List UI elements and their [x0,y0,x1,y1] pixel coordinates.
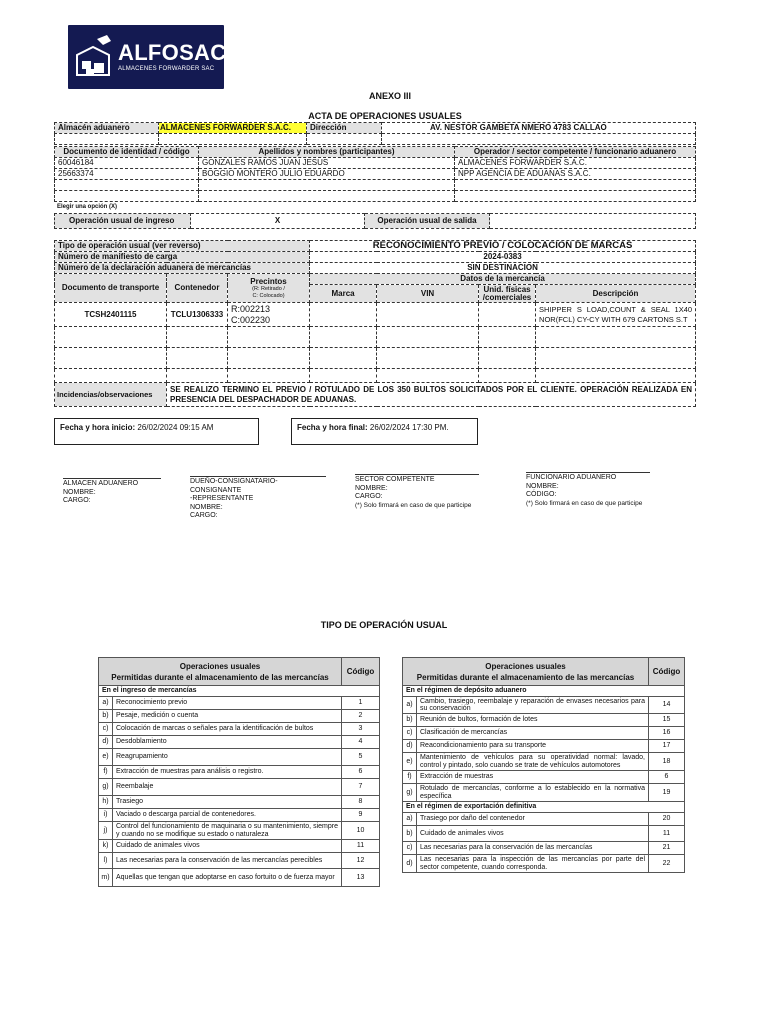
doc-value: TCSH2401115 [55,303,167,327]
participant-name: GONZALES RAMOS JUAN JESUS [199,158,455,169]
manifiesto-label: Número de manifiesto de carga [55,252,310,263]
precinto-retirado: R:002213 [231,303,271,314]
table-row: i) Vaciado o descarga parcial de contenedores. 9 [99,809,380,822]
salida-label: Operación usual de salida [365,214,490,229]
participant-doc: 25663374 [55,169,199,180]
annex-title: ANEXO III [368,91,411,101]
left-table-code-header: Código [342,658,380,686]
participants-table [54,146,696,202]
precinto-colocado: C:002230 [231,314,271,325]
table-row: b) Reunión de bultos, formación de lotes 15 [403,714,685,727]
operations-table-right [402,657,685,873]
col-doc-header: Documento de transporte [55,274,167,303]
col-unid-header: Unid. físicas /comerciales [479,285,536,303]
tipo-label: Tipo de operación usual (ver reverso) [55,241,310,252]
operation-table [54,240,696,407]
table-row: a) Trasiego por daño del contenedor 20 [403,813,685,826]
signature-title: ALMACEN ADUANERO [63,480,139,487]
participant-row [55,191,696,202]
company-logo [68,25,227,89]
document-title: ACTA DE OPERACIONES USUALES [308,111,462,121]
signature-almacen: ALMACEN ADUANERO NOMBRE: CARGO: [63,478,161,506]
signature-sector: SECTOR COMPETENTE NOMBRE: CARGO: (*) Solo firmará en caso de que participe [355,474,479,510]
table-row: k) Cuidado de animales vivos 11 [99,840,380,853]
table-row: j) Control del funcionamiento de maquinaria o su mantenimiento, siempre y cuando no se modifique su estado o naturaleza 10 [99,822,380,840]
right-section-exportacion: En el régimen de exportación definitiva [403,802,685,813]
participants-header-name: Apellidos y nombres (participantes) [199,147,455,158]
salida-mark[interactable] [490,214,696,229]
table-row: b) Cuidado de animales vivos 11 [403,826,685,842]
left-table-header: Operaciones usuales Permitidas durante el almacenamiento de las mercancías [99,658,342,686]
right-section-deposito: En el régimen de depósito aduanero [403,686,685,697]
right-table-header: Operaciones usuales Permitidas durante el almacenamiento de las mercancías [403,658,649,686]
incidencias-value: SE REALIZO TERMINO EL PREVIO / ROTULADO DE LOS 350 BULTOS SOLICITADOS POR EL CLIENTE. OPERACIÓN REALIZADA EN PRESENCIA DEL DESPACHADOR DE ADUANAS. [167,383,696,407]
logo-subtitle: ALMACENES FORWARDER SAC [118,66,215,72]
tipo-operacion-title: TIPO DE OPERACIÓN USUAL [320,620,448,630]
desc-value: SHIPPER S LOAD,COUNT & SEAL 1X40 NOR(FCL) CY-CY WITH 679 CARTONS S.T [536,303,696,327]
signature-line [63,478,161,479]
signature-consignatario: DUEÑO-CONSIGNATARIO-CONSIGNANTE -REPRESENTANTE NOMBRE: CARGO: [190,476,326,521]
declaracion-value: SIN DESTINACION [310,263,696,274]
table-row: e) Mantenimiento de vehículos para su operatividad normal: lavado, control y pintado, solo cuando se trate de vehículos automotores 18 [403,753,685,771]
manifiesto-value: 2024-0383 [310,252,696,263]
table-row: e) Reagrupamiento 5 [99,749,380,766]
table-row: f) Extracción de muestras 6 [403,771,685,784]
table-row: m) Aquellas que tengan que adoptarse en caso fortuito o de fuerza mayor 13 [99,869,380,887]
col-marca-header: Marca [310,285,377,303]
signature-line [526,472,650,473]
participant-row [55,180,696,191]
incidencias-label: Incidencias/observaciones [55,383,167,407]
fecha-final-box [291,418,478,445]
signature-title: DUEÑO-CONSIGNATARIO-CONSIGNANTE [190,478,278,494]
table-row: c) Las necesarias para la conservación de las mercancías 21 [403,842,685,855]
left-section-ingreso: En el ingreso de mercancías [99,686,380,697]
col-contenedor-header: Contenedor [167,274,228,303]
col-desc-header: Descripción [536,285,696,303]
precintos-cell [228,303,310,327]
participant-doc: 60046184 [55,158,199,169]
table-row: d) Desdoblamiento 4 [99,736,380,749]
participant-row [55,169,696,180]
operations-table-left [98,657,380,887]
fecha-inicio-label: Fecha y hora inicio: [60,423,136,432]
signature-line [355,474,479,475]
participants-header-operator: Operador / sector competente / funcionario aduanero [455,147,696,158]
fecha-inicio-box [54,418,259,445]
warehouse-header-table [54,122,696,145]
signature-funcionario: FUNCIONARIO ADUANERO NOMBRE: CÓDIGO: (*) Solo firmará en caso de que participe [526,472,650,508]
col-precintos-header [228,274,310,303]
ingreso-mark[interactable]: X [191,214,365,229]
table-row: d) Las necesarias para la inspección de las mercancías por parte del sector competente, cuando corresponda. 22 [403,855,685,873]
table-row: a) Cambio, trasiego, reembalaje y reparación de envases necesarios para su conservación 14 [403,697,685,714]
ingreso-label: Operación usual de ingreso [55,214,191,229]
participants-header-doc: Documento de identidad / código [55,147,199,158]
right-table-code-header: Código [649,658,685,686]
warehouse-boxes-icon [73,33,115,81]
direccion-label: Dirección [307,123,382,134]
col-vin-header: VIN [377,285,479,303]
signature-title: FUNCIONARIO ADUANERO [526,474,617,481]
tipo-value: RECONOCIMIENTO PREVIO / COLOCACION DE MARCAS [310,241,696,252]
fecha-final-value: 26/02/2024 17:30 PM. [369,423,449,432]
datos-label: Datos de la mercancía [310,274,696,285]
fecha-inicio-value: 26/02/2024 09:15 AM [137,423,214,432]
almacen-label: Almacén aduanero [55,123,159,134]
precintos-sub2: C: Colocado) [252,293,285,299]
fecha-final-label: Fecha y hora final: [297,423,368,432]
option-table [54,213,696,229]
table-row: g) Reembalaje 7 [99,779,380,796]
almacen-value: ALMACENES FORWARDER S.A.C. [159,123,307,134]
direccion-value: AV. NESTOR GAMBETA NMERO 4783 CALLAO [382,123,696,134]
contenedor-value: TCLU1306333 [167,303,228,327]
table-row: g) Rotulado de mercancías, conforme a lo establecido en la normativa específica 19 [403,784,685,802]
table-row: a) Reconocimiento previo 1 [99,697,380,710]
option-note: Elegir una opción (X) [57,204,118,210]
table-row: c) Clasificación de mercancías 16 [403,727,685,740]
table-row: b) Pesaje, medición o cuenta 2 [99,710,380,723]
logo-name: ALFOSAC [118,40,227,65]
table-row: d) Reacondicionamiento para su transporte 17 [403,740,685,753]
signature-line [190,476,326,477]
table-row: l) Las necesarias para la conservación de las mercancías perecibles 12 [99,853,380,869]
table-row: c) Colocación de marcas o señales para la identificación de bultos 3 [99,723,380,736]
participant-name: BOGGIO MONTERO JULIO EDUARDO [199,169,455,180]
precintos-title: Precintos [250,277,287,286]
signature-title: SECTOR COMPETENTE [355,476,435,483]
declaracion-label: Número de la declaración aduanera de mercancías [55,263,310,274]
participant-row [55,158,696,169]
table-row: f) Extracción de muestras para análisis o registro. 6 [99,766,380,779]
precintos-sub1: (R: Retirado / [252,286,285,292]
participant-operator: ALMACENES FORWARDER S.A.C. [455,158,696,169]
table-row: h) Trasiego 8 [99,796,380,809]
participant-operator: NPP AGENCIA DE ADUANAS S.A.C. [455,169,696,180]
